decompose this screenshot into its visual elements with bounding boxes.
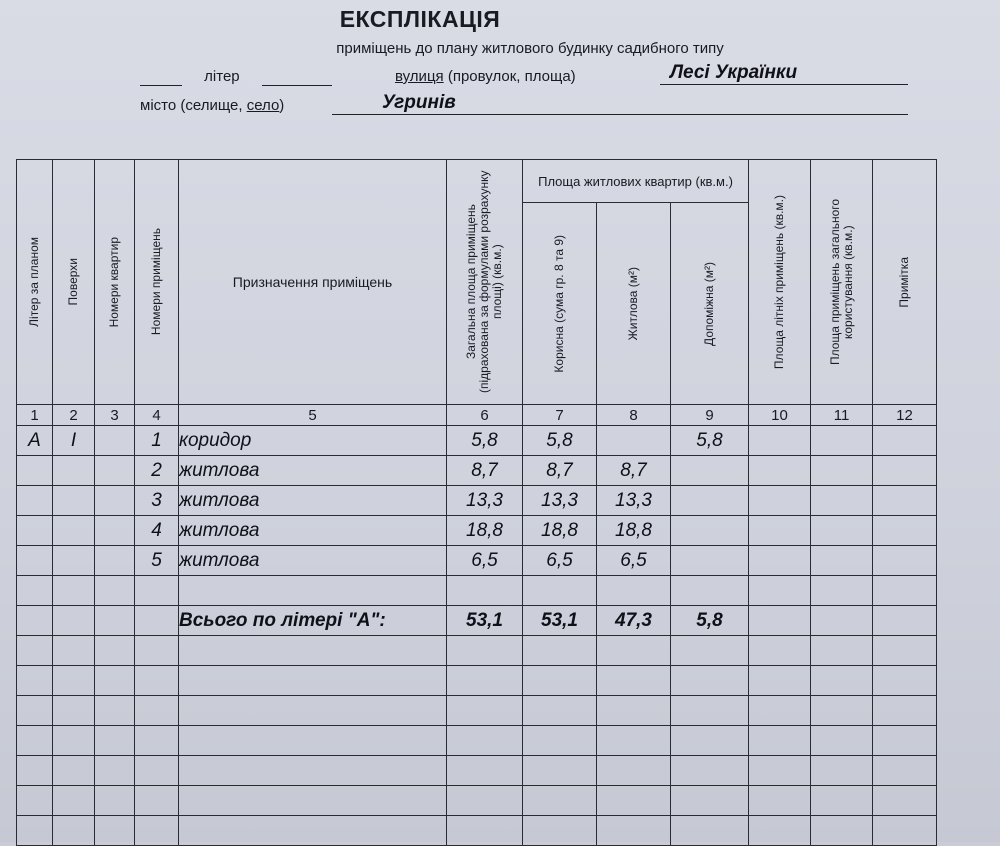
living-area-cell xyxy=(597,606,671,636)
room-number-cell xyxy=(135,786,179,816)
liter-cell xyxy=(17,786,53,816)
city-label-suffix: ) xyxy=(279,97,285,114)
room-purpose-value: житлова xyxy=(179,459,260,481)
room-purpose-value: житлова xyxy=(179,519,260,541)
total-area-cell xyxy=(447,786,523,816)
common-area-cell xyxy=(811,786,873,816)
note-cell xyxy=(873,636,937,666)
common-area-cell xyxy=(811,426,873,456)
empty-row xyxy=(17,696,937,726)
useful-area-cell xyxy=(523,486,597,516)
common-area-cell xyxy=(811,576,873,606)
total-row xyxy=(17,606,937,636)
useful-area-cell xyxy=(523,516,597,546)
room-number-cell xyxy=(135,636,179,666)
total-area-cell xyxy=(447,606,523,636)
explication-table xyxy=(16,159,937,846)
floor-value: І xyxy=(70,429,77,451)
common-area-cell xyxy=(811,666,873,696)
room-number-cell xyxy=(135,546,179,576)
room-purpose-cell xyxy=(179,756,447,786)
apartment-cell xyxy=(95,576,135,606)
liter-cell xyxy=(17,756,53,786)
liter-blank-1 xyxy=(140,68,182,86)
useful-area-cell xyxy=(523,456,597,486)
total-area-cell xyxy=(447,426,523,456)
apartment-cell xyxy=(95,756,135,786)
summer-area-cell xyxy=(749,786,811,816)
auxiliary-area-cell xyxy=(671,636,749,666)
total-area-value: 6,5 xyxy=(471,549,498,571)
room-purpose-value: коридор xyxy=(179,429,252,451)
living-area-value: 13,3 xyxy=(615,489,652,511)
apartment-cell xyxy=(95,546,135,576)
useful-area-cell xyxy=(523,666,597,696)
col-number: 9 xyxy=(671,405,749,426)
floor-cell xyxy=(53,516,95,546)
summer-area-cell xyxy=(749,456,811,486)
useful-area-cell xyxy=(523,576,597,606)
col-number: 8 xyxy=(597,405,671,426)
floor-cell xyxy=(53,696,95,726)
note-cell xyxy=(873,486,937,516)
col-number: 10 xyxy=(749,405,811,426)
liter-cell xyxy=(17,696,53,726)
floor-cell xyxy=(53,486,95,516)
summer-area-cell xyxy=(749,606,811,636)
total-area-cell xyxy=(447,666,523,696)
total-area-value: 18,8 xyxy=(466,519,503,541)
total-area-value: 5,8 xyxy=(471,429,498,451)
useful-area-cell xyxy=(523,816,597,846)
summer-area-cell xyxy=(749,546,811,576)
street-label-underlined: вулиця xyxy=(395,68,444,85)
common-area-cell xyxy=(811,516,873,546)
living-area-cell xyxy=(597,426,671,456)
liter-cell xyxy=(17,486,53,516)
table-row xyxy=(17,426,937,456)
col-header-total-area: Загальна площа приміщень (підрахована за формулами розрахунку площі) (кв.м.) xyxy=(447,160,523,405)
total-value: 53,1 xyxy=(541,609,578,631)
liter-cell xyxy=(17,636,53,666)
useful-area-cell xyxy=(523,606,597,636)
living-area-cell xyxy=(597,816,671,846)
room-number-cell xyxy=(135,816,179,846)
auxiliary-area-cell xyxy=(671,666,749,696)
note-cell xyxy=(873,666,937,696)
living-area-cell xyxy=(597,756,671,786)
room-number-value: 1 xyxy=(151,429,162,451)
apartment-cell xyxy=(95,456,135,486)
useful-area-value: 13,3 xyxy=(541,489,578,511)
table-row xyxy=(17,456,937,486)
liter-cell xyxy=(17,546,53,576)
note-cell xyxy=(873,816,937,846)
city-value: Угринів xyxy=(382,92,456,113)
apartment-cell xyxy=(95,486,135,516)
room-purpose-cell xyxy=(179,606,447,636)
note-cell xyxy=(873,456,937,486)
common-area-cell xyxy=(811,636,873,666)
col-header-note: Примітка xyxy=(873,160,937,405)
col-header-rooms: Номери приміщень xyxy=(135,160,179,405)
liter-blank-2 xyxy=(262,68,332,86)
col-number: 1 xyxy=(17,405,53,426)
street-value: Лесі Українки xyxy=(670,62,798,83)
apartment-cell xyxy=(95,516,135,546)
liter-line xyxy=(140,68,332,86)
col-header-common-area: Площа приміщень загального користування (кв.м.) xyxy=(811,160,873,405)
table-row xyxy=(17,546,937,576)
summer-area-cell xyxy=(749,486,811,516)
floor-cell xyxy=(53,456,95,486)
common-area-cell xyxy=(811,486,873,516)
city-label xyxy=(140,97,284,114)
liter-cell xyxy=(17,516,53,546)
total-area-value: 13,3 xyxy=(466,489,503,511)
room-number-cell xyxy=(135,516,179,546)
living-area-cell xyxy=(597,546,671,576)
apartment-cell xyxy=(95,816,135,846)
apartment-cell xyxy=(95,666,135,696)
room-number-value: 5 xyxy=(151,549,162,571)
city-field xyxy=(332,92,908,115)
note-cell xyxy=(873,516,937,546)
summer-area-cell xyxy=(749,426,811,456)
total-area-cell xyxy=(447,546,523,576)
summer-area-cell xyxy=(749,726,811,756)
common-area-cell xyxy=(811,726,873,756)
common-area-cell xyxy=(811,696,873,726)
summer-area-cell xyxy=(749,756,811,786)
useful-area-cell xyxy=(523,546,597,576)
room-purpose-cell xyxy=(179,456,447,486)
floor-cell xyxy=(53,606,95,636)
room-purpose-cell xyxy=(179,486,447,516)
room-number-cell xyxy=(135,726,179,756)
useful-area-value: 5,8 xyxy=(546,429,573,451)
floor-cell xyxy=(53,576,95,606)
col-header-liter: Літер за планом xyxy=(17,160,53,405)
total-area-cell xyxy=(447,636,523,666)
auxiliary-area-cell xyxy=(671,426,749,456)
summer-area-cell xyxy=(749,516,811,546)
room-purpose-cell xyxy=(179,426,447,456)
living-area-cell xyxy=(597,696,671,726)
street-label xyxy=(395,68,576,85)
apartment-cell xyxy=(95,426,135,456)
col-number: 5 xyxy=(179,405,447,426)
table-row xyxy=(17,486,937,516)
room-purpose-cell xyxy=(179,636,447,666)
room-purpose-value: житлова xyxy=(179,489,260,511)
liter-cell xyxy=(17,726,53,756)
liter-cell xyxy=(17,426,53,456)
col-number: 12 xyxy=(873,405,937,426)
col-header-apartment-area-group: Площа житлових квартир (кв.м.) xyxy=(523,160,749,203)
total-area-cell xyxy=(447,696,523,726)
liter-label: літер xyxy=(204,68,240,85)
apartment-cell xyxy=(95,636,135,666)
living-area-value: 8,7 xyxy=(620,459,647,481)
living-area-cell xyxy=(597,486,671,516)
useful-area-value: 6,5 xyxy=(546,549,573,571)
useful-area-cell xyxy=(523,756,597,786)
room-purpose-cell xyxy=(179,726,447,756)
auxiliary-area-cell xyxy=(671,786,749,816)
summer-area-cell xyxy=(749,696,811,726)
street-field xyxy=(660,62,908,85)
empty-row xyxy=(17,726,937,756)
room-number-cell xyxy=(135,756,179,786)
note-cell xyxy=(873,786,937,816)
document-subtitle: приміщень до плану житлового будинку садибного типу xyxy=(336,40,724,57)
living-area-cell xyxy=(597,636,671,666)
col-number: 3 xyxy=(95,405,135,426)
auxiliary-area-cell xyxy=(671,486,749,516)
total-value: 47,3 xyxy=(615,609,652,631)
apartment-cell xyxy=(95,786,135,816)
room-number-cell xyxy=(135,576,179,606)
useful-area-value: 18,8 xyxy=(541,519,578,541)
total-area-cell xyxy=(447,756,523,786)
useful-area-value: 8,7 xyxy=(546,459,573,481)
empty-row xyxy=(17,576,937,606)
total-area-cell xyxy=(447,456,523,486)
city-label-underlined: село xyxy=(246,97,280,114)
note-cell xyxy=(873,756,937,786)
liter-cell xyxy=(17,816,53,846)
living-area-cell xyxy=(597,576,671,606)
living-area-value: 18,8 xyxy=(615,519,652,541)
floor-cell xyxy=(53,546,95,576)
note-cell xyxy=(873,426,937,456)
col-header-auxiliary: Допоміжна (м²) xyxy=(671,203,749,405)
auxiliary-area-cell xyxy=(671,726,749,756)
floor-cell xyxy=(53,726,95,756)
summer-area-cell xyxy=(749,576,811,606)
empty-row xyxy=(17,636,937,666)
city-label-prefix: місто (селище, xyxy=(140,97,247,114)
auxiliary-area-cell xyxy=(671,576,749,606)
room-purpose-cell xyxy=(179,786,447,816)
total-area-cell xyxy=(447,516,523,546)
room-purpose-cell xyxy=(179,576,447,606)
column-number-row xyxy=(17,405,937,426)
empty-row xyxy=(17,786,937,816)
room-number-value: 4 xyxy=(151,519,162,541)
note-cell xyxy=(873,726,937,756)
room-purpose-cell xyxy=(179,666,447,696)
living-area-cell xyxy=(597,726,671,756)
useful-area-cell xyxy=(523,636,597,666)
apartment-cell xyxy=(95,606,135,636)
useful-area-cell xyxy=(523,426,597,456)
col-number: 2 xyxy=(53,405,95,426)
total-area-cell xyxy=(447,576,523,606)
note-cell xyxy=(873,606,937,636)
liter-cell xyxy=(17,456,53,486)
room-number-cell xyxy=(135,426,179,456)
auxiliary-area-cell xyxy=(671,546,749,576)
col-header-useful: Корисна (сума гр. 8 та 9) xyxy=(523,203,597,405)
floor-cell xyxy=(53,756,95,786)
useful-area-cell xyxy=(523,786,597,816)
auxiliary-area-cell xyxy=(671,606,749,636)
liter-value: А xyxy=(28,429,41,451)
total-value: 53,1 xyxy=(466,609,503,631)
room-number-value: 3 xyxy=(151,489,162,511)
note-cell xyxy=(873,576,937,606)
living-area-cell xyxy=(597,456,671,486)
summer-area-cell xyxy=(749,666,811,696)
summer-area-cell xyxy=(749,636,811,666)
floor-cell xyxy=(53,816,95,846)
document-title: ЕКСПЛІКАЦІЯ xyxy=(339,6,501,32)
room-number-cell xyxy=(135,606,179,636)
room-number-cell xyxy=(135,486,179,516)
common-area-cell xyxy=(811,816,873,846)
col-header-living: Житлова (м²) xyxy=(597,203,671,405)
room-number-cell xyxy=(135,456,179,486)
total-area-cell xyxy=(447,816,523,846)
summer-area-cell xyxy=(749,816,811,846)
table-body xyxy=(17,426,937,846)
auxiliary-area-cell xyxy=(671,696,749,726)
room-purpose-cell xyxy=(179,546,447,576)
col-header-summer-area: Площа літніх приміщень (кв.м.) xyxy=(749,160,811,405)
floor-cell xyxy=(53,636,95,666)
apartment-cell xyxy=(95,726,135,756)
col-number: 4 xyxy=(135,405,179,426)
floor-cell xyxy=(53,666,95,696)
floor-cell xyxy=(53,786,95,816)
liter-cell xyxy=(17,606,53,636)
living-area-cell xyxy=(597,516,671,546)
col-number: 6 xyxy=(447,405,523,426)
total-area-value: 8,7 xyxy=(471,459,498,481)
living-area-cell xyxy=(597,786,671,816)
col-number: 11 xyxy=(811,405,873,426)
total-area-cell xyxy=(447,486,523,516)
useful-area-cell xyxy=(523,726,597,756)
common-area-cell xyxy=(811,546,873,576)
col-header-purpose: Призначення приміщень xyxy=(179,160,447,405)
living-area-cell xyxy=(597,666,671,696)
living-area-value: 6,5 xyxy=(620,549,647,571)
empty-row xyxy=(17,816,937,846)
col-number: 7 xyxy=(523,405,597,426)
useful-area-cell xyxy=(523,696,597,726)
total-area-cell xyxy=(447,726,523,756)
room-purpose-cell xyxy=(179,696,447,726)
table-row xyxy=(17,516,937,546)
room-purpose-value: житлова xyxy=(179,549,260,571)
auxiliary-area-value: 5,8 xyxy=(696,429,723,451)
total-label: Всього по літері "А": xyxy=(179,609,386,631)
col-header-floors: Поверхи xyxy=(53,160,95,405)
auxiliary-area-cell xyxy=(671,816,749,846)
liter-cell xyxy=(17,666,53,696)
note-cell xyxy=(873,546,937,576)
apartment-cell xyxy=(95,696,135,726)
room-number-cell xyxy=(135,696,179,726)
total-value: 5,8 xyxy=(696,609,723,631)
common-area-cell xyxy=(811,756,873,786)
note-cell xyxy=(873,696,937,726)
auxiliary-area-cell xyxy=(671,456,749,486)
empty-row xyxy=(17,666,937,696)
room-number-value: 2 xyxy=(151,459,162,481)
empty-row xyxy=(17,756,937,786)
room-purpose-cell xyxy=(179,816,447,846)
floor-cell xyxy=(53,426,95,456)
col-header-apartments: Номери квартир xyxy=(95,160,135,405)
room-purpose-cell xyxy=(179,516,447,546)
street-label-rest: (провулок, площа) xyxy=(447,68,576,85)
auxiliary-area-cell xyxy=(671,516,749,546)
common-area-cell xyxy=(811,606,873,636)
room-number-cell xyxy=(135,666,179,696)
auxiliary-area-cell xyxy=(671,756,749,786)
common-area-cell xyxy=(811,456,873,486)
liter-cell xyxy=(17,576,53,606)
